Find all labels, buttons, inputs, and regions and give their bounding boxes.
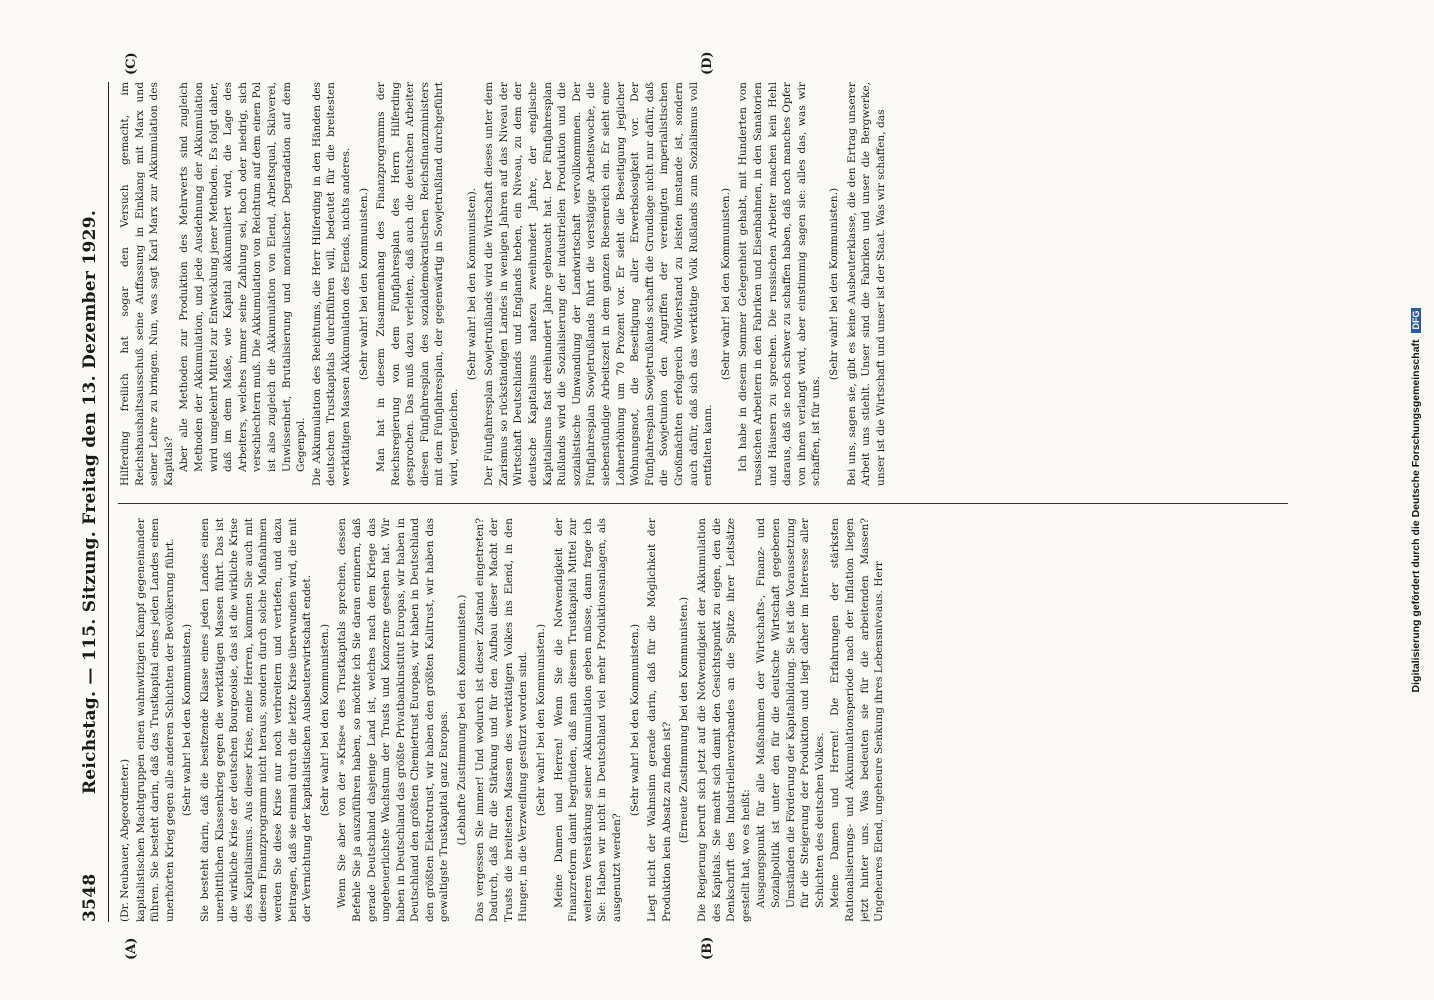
paragraph: Aber alle Methoden zur Produktion des Mehrwerts sind zugleich Methoden der Akkumulation, und jede Ausdehnung der Akkumulation wird umgekehrt Mittel zur Entwicklung jener Methoden. Es folgt daher, daß im dem Maße, wie Kapital akkumuliert wird, die Lage des Arbeiters, welches immer seine Zahlung sei, hoch oder niedrig, sich verschlechtern muß. Die Akkumulation von Reichtum auf dem einen Pol ist also zugleich die Akkumulation von Elend, Arbeitsqual, Sklaverei, Unwissenheit, Brutalisierung und moralischer Degradation auf dem Gegenpol.	[178, 82, 308, 472]
paragraph: Hilferding freilich hat sogar den Versuch gemacht, im Reichshaushaltsausschuß seine Auffassung in Einklang mit Marx und seiner Lehre zu bringen. Nun, was sagt Karl Marx zur Akkumulation des Kapitals?	[119, 82, 175, 486]
interjection: (Sehr wahr! bei den Kommunisten.)	[357, 187, 370, 381]
paragraph: Meine Damen und Herren! Wenn Sie die Notwendigkeit der Finanzreform damit begründen, daß man diesem Trustkapital Mittel zur weiteren Verstärkung seiner Akkumulation geben müsse, dann frage ich Sie: Haben wir nicht in Deutschland viel mehr Produktionsanlagen, als ausgenutzt werden?	[552, 518, 623, 922]
interjection: (Lebhafte Zustimmung bei den Kommunisten.)	[456, 594, 469, 846]
interjection: (Sehr wahr! bei den Kommunisten.)	[719, 187, 732, 381]
margin-letter-a: (A)	[124, 937, 139, 960]
paragraph: Die Akkumulation des Reichtums, die Herr Hilferding in den Händen des deutschen Trustkapitals durchführen will, bedeutet für die breitesten werktätigen Massen Akkumulation des Elends, nichts anderes.	[310, 82, 352, 486]
credit-text: Digitalisierung gefördert durch die Deutsche Forschungsgemeinschaft	[1410, 339, 1422, 693]
paragraph: Die Regierung beruft sich jetzt auf die Notwendigkeit der Akkumulation des Kapitals. Sie macht sich damit den Gesichtspunkt zu eigen, den die Denkschrift des Industriellenverbandes an die Spitze ihrer Leitsätze gestellt hat, wo es heißt:	[695, 518, 752, 922]
interjection: (Sehr wahr! bei den Kommunisten.)	[181, 623, 194, 817]
paragraph: Der Fünfjahresplan Sowjetrußlands wird die Wirtschaft dieses unter dem Zarismus so rückständigen Landes in wenigen Jahren auf das Niveau der Wirtschaft Deutschlands und Englands heben, ein Niveau, zu dem der deutsche Kapitalismus nahezu zweihundert Jahre, der englische Kapitalismus fast dreihundert Jahre gebraucht hat. Der Fünfjahresplan Rußlands wird die Sozialisierung der industriellen Produktion und die sozialistische Umwandlung der Landwirtschaft vervollkommnen. Der Fünfjahresplan Sowjetrußlands führt die vierstägige Arbeitswoche, die siebenstündige Arbeitszeit in dem ganzen Riesenreich ein. Er sieht eine Lohnerhöhung um 70 Prozent vor. Er sieht die Beseitigung jeglicher Wohnungsnot, die Beseitigung aller Erwerbslosigkeit vor. Der Fünfjahresplan Sowjetrußlands schafft die Grundlage nicht nur dafür, daß die Sowjetunion den Angriffen der vereinigten imperialistischen Großmächten erfolgreich Widerstand zu leisten imstande ist, sondern auch dafür, daß sich das werktätige Volk Rußlands zum Sozialismus voll entfalten kann.	[483, 82, 715, 486]
paragraph: Man hat in diesem Zusammenhang des Finanzprogramms der Reichsregierung von dem Fünfjahresplan des Herrn Hilferding gesprochen. Das muß dazu verleiten, daß auch die deutschen Arbeiter diesen Fünfjahresplan des sozialdemokratischen Reichsfinanzministers mit dem Fünfjahresplan, der gegenwärtig in Sowjetrußland durchgeführt wird, vergleichen.	[375, 82, 461, 486]
right-column	[118, 82, 1298, 486]
digitization-credit	[1410, 0, 1430, 1000]
header-rule	[108, 82, 109, 922]
paragraph: Sie besteht darin, daß die besitzende Klasse eines jeden Landes einen unerbittlichen Klassenkrieg gegen die werktätigen Massen führt. Das ist die wirkliche Krise der deutschen Bourgeoisie, das ist die wirkliche Krise des Kapitalismus. Aus dieser Krise, meine Herren, kommen Sie auch mit diesem Finanzprogramm nicht heraus, sondern durch solche Maßnahmen werden Sie diese Krise nur noch verbreitern und vertiefen, und dazu beitragen, daß sie einmal durch die letzte Krise überwunden wird, die mit der Vernichtung der kapitalistischen Ausbeuterwirtschaft endet.	[198, 518, 314, 922]
interjection: (Sehr wahr! bei den Kommunisten.)	[628, 623, 641, 817]
paragraph: Das vergessen Sie immer! Und wodurch ist dieser Zustand eingetreten? Dadurch, daß für die Stärkung und für den Aufbau dieser Macht der Trusts die breitesten Massen des werktätigen Volkes ins Elend, in den Hunger, in die Verzweiflung gestürzt worden sind.	[473, 518, 530, 922]
interjection: (Sehr wahr! bei den Kommunisten.)	[318, 623, 331, 817]
column-divider	[118, 503, 1288, 504]
running-title: Reichstag. — 115. Sitzung. Freitag den 13. Dezember 1929.	[80, 209, 100, 795]
paragraph: Bei uns, sagen sie, gibt es keine Ausbeuterklasse, die den Ertrag unserer Arbeit uns stiehlt. Unser sind die Fabriken und unser die Bergwerke, unser ist die Wirtschaft und unser ist der Staat. Was wir schaffen, das	[845, 82, 887, 486]
paragraph: Ich habe in diesem Sommer Gelegenheit gehabt, mit Hunderten von russischen Arbeitern in den Fabriken und Eisenbahnen, in den Sanatorien und Häusern zu sprechen. Die russischen Arbeiter machen kein Hehl daraus, daß sie noch schwer zu schaffen haben, daß noch manches Opfer von ihnen verlangt wird, aber einstimmig sagen sie: alles das, was wir schaffen, ist für uns.	[737, 82, 823, 486]
margin-letter-c: (C)	[124, 52, 139, 75]
page-header	[80, 82, 104, 922]
paragraph: kapitalistischen Machtgruppen einen wahnwitzigen Kampf gegeneinander führen. Sie besteht darin, daß das Trustkapital eines jeden Landes einen unerhörten Krieg gegen alle anderen Schichten der Bevölkerung führt.	[134, 518, 176, 922]
paragraph: (Dr. Neubauer, Abgeordneter.)	[119, 758, 131, 922]
paragraph: Wenn Sie aber von der »Krise« des Trustkapitals sprechen, dessen Befehle Sie ja auszuführen haben, so möchte ich Sie daran erinnern, daß gerade Deutschland dasjenige Land ist, welches nach dem Kriege das ungeheuerlichste Wachstum der Trusts und Konzerne gesehen hat. Wir haben in Deutschland das größte Privatbankinstitut Europas, wir haben in Deutschland den größten Chemietrust Europas, wir haben in Deutschland den größten Elektrotrust, wir haben den größten Kalitrust, wir haben das gewaltigste Trustkapital ganz Europas.	[336, 518, 451, 922]
left-column	[118, 518, 1298, 922]
interjection: (Sehr wahr! bei den Kommunisten.)	[827, 187, 840, 381]
dfg-logo: DFG	[1411, 308, 1421, 333]
margin-letter-b: (B)	[700, 936, 715, 960]
paragraph: Ausgangspunkt für alle Maßnahmen der Wirtschafts-, Finanz- und Sozialpolitik ist unter den für die deutsche Wirtschaft gegebenen Umständen die Förderung der Kapitalbildung. Sie ist die Voraussetzung für die Steigerung der Produktion und liegt daher im Interesse aller Schichten des deutschen Volkes.	[755, 518, 826, 908]
interjection: (Sehr wahr! bei den Kommunisten.)	[535, 623, 548, 817]
interjection: (Erneute Zustimmung bei den Kommunisten.)	[678, 596, 691, 844]
page-number: 3548	[80, 873, 100, 922]
interjection: (Sehr wahr! bei den Kommunisten).	[465, 187, 478, 381]
paragraph: Meine Damen und Herren! Die Erfahrungen der stärksten Rationalisierungs- und Akkumulationsperiode nach der Inflation liegen jetzt hinter uns. Was bedeuten sie für die arbeitenden Massen? Ungeheures Elend, ungeheure Senkung ihres Lebensniveaus. Herr	[829, 518, 886, 922]
margin-letter-d: (D)	[700, 51, 715, 75]
paragraph: Liegt nicht der Wahnsinn gerade darin, daß für die Möglichkeit der Produktion kein Absatz zu finden ist?	[646, 518, 673, 922]
